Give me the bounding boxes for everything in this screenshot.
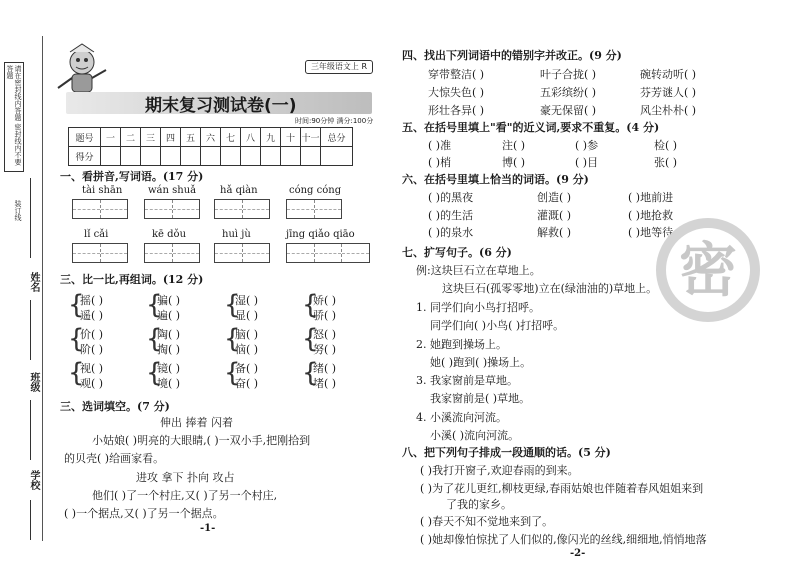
compare-item: 奋( )	[235, 377, 259, 390]
pinyin-label: hǎ qiàn	[220, 185, 258, 196]
score-cell: 十	[281, 128, 301, 147]
fix-item[interactable]: 叶子合拢( )	[540, 68, 597, 81]
compare-item: 骄( )	[313, 309, 337, 322]
synonym-item[interactable]: 博( )	[502, 156, 526, 169]
q8-heading: 八、把下列句子排成一段通顺的话。(5 分)	[402, 446, 611, 459]
score-cell: 题号	[69, 128, 101, 147]
compare-item: 骗( )	[157, 294, 181, 307]
synonym-item[interactable]: ( )目	[575, 156, 599, 169]
brace-icon: {	[302, 324, 319, 354]
page-title: 期末复习测试卷(一)	[145, 96, 297, 116]
expand-answer[interactable]: 小溪( )流向河流。	[430, 429, 520, 442]
fill-item[interactable]: 解救( )	[537, 226, 572, 239]
score-table-score-row	[69, 147, 353, 166]
fix-item[interactable]: 碗转动听( )	[640, 68, 697, 81]
brace-icon: {	[224, 324, 241, 354]
fill-item[interactable]: ( )地抢救	[628, 209, 674, 222]
q6-heading: 六、在括号里填上恰当的词语。(9 分)	[402, 173, 589, 186]
pinyin-label: wán shuǎ	[148, 185, 197, 196]
fill-item[interactable]: ( )地前进	[628, 191, 674, 204]
q7-heading: 七、扩写句子。(6 分)	[402, 246, 512, 259]
compare-item: 绪( )	[313, 362, 337, 375]
synonym-item[interactable]: 检( )	[654, 139, 678, 152]
order-item[interactable]: ( )为了花儿更红,柳枝更绿,春雨姑娘也伴随着春风姐姐来到	[420, 482, 704, 495]
score-cell: 一	[101, 128, 121, 147]
word-bank: 进攻 拿下 扑向 攻占	[136, 471, 235, 484]
compare-item: 恼( )	[235, 343, 259, 356]
score-cell: 十一	[301, 128, 321, 147]
compare-item: 境( )	[157, 377, 181, 390]
fill-item[interactable]: ( )的黑夜	[428, 191, 474, 204]
expand-answer[interactable]: 她( )跑到( )操场上。	[430, 356, 532, 369]
fill-item[interactable]: 创造( )	[537, 191, 572, 204]
fix-item[interactable]: 豪无保留( )	[540, 104, 597, 117]
margin-rule	[30, 500, 31, 540]
word-bank: 伸出 捧着 闪着	[160, 416, 233, 429]
score-input-cell[interactable]	[221, 147, 241, 166]
expand-item: 1. 同学们向小鸟打招呼。	[416, 301, 540, 314]
score-cell: 六	[201, 128, 221, 147]
synonym-item[interactable]: 注( )	[502, 139, 526, 152]
q3-heading: 三、比一比,再组词。(12 分)	[60, 273, 204, 286]
score-input-cell[interactable]	[161, 147, 181, 166]
fill-item[interactable]: ( )的泉水	[428, 226, 474, 239]
grade-tag: 三年级语文上 R	[305, 60, 373, 74]
class-label: 班级	[28, 372, 39, 392]
compare-item: 摇( )	[80, 294, 104, 307]
brace-icon: {	[302, 358, 319, 388]
answer-box[interactable]	[72, 243, 128, 263]
fill-line[interactable]: 他们( )了一个村庄,又( )了另一个村庄,	[92, 489, 278, 502]
binding-margin	[0, 0, 44, 581]
synonym-item[interactable]: ( )参	[575, 139, 599, 152]
brace-icon: {	[68, 324, 85, 354]
answer-box[interactable]	[144, 199, 200, 219]
fix-item[interactable]: 穿带整洁( )	[428, 68, 485, 81]
class-underline	[30, 300, 31, 360]
name-label: 姓名	[28, 272, 39, 292]
brace-icon: {	[146, 290, 163, 320]
brace-icon: {	[146, 324, 163, 354]
compare-item: 镜( )	[157, 362, 181, 375]
fix-item[interactable]: 形壮各异( )	[428, 104, 485, 117]
fill-line[interactable]: 的贝壳( )给画家看。	[64, 452, 165, 465]
brace-icon: {	[224, 290, 241, 320]
compare-item: 遥( )	[80, 309, 104, 322]
synonym-item[interactable]: ( )梢	[428, 156, 452, 169]
fill-item[interactable]: ( )地等待	[628, 226, 674, 239]
answer-box[interactable]	[214, 199, 270, 219]
score-cell: 二	[121, 128, 141, 147]
compare-item: 陶( )	[157, 328, 181, 341]
compare-item: 视( )	[80, 362, 104, 375]
order-item[interactable]: ( )春天不知不觉地来到了。	[420, 515, 554, 528]
pinyin-label: cóng cóng	[289, 185, 342, 196]
seal-watermark-icon: 密	[656, 218, 760, 322]
brace-icon: {	[68, 290, 85, 320]
fix-item[interactable]: 风尘朴朴( )	[640, 104, 697, 117]
score-cell: 得分	[69, 147, 101, 166]
name-underline	[30, 178, 31, 258]
score-input-cell[interactable]	[261, 147, 281, 166]
fill-item[interactable]: 灌溉( )	[537, 209, 572, 222]
fill-item[interactable]: ( )的生活	[428, 209, 474, 222]
answer-box[interactable]	[286, 243, 370, 263]
school-label: 学校	[28, 470, 39, 490]
score-cell: 七	[221, 128, 241, 147]
score-input-cell[interactable]	[201, 147, 221, 166]
compare-item: 怒( )	[313, 328, 337, 341]
fix-item[interactable]: 五彩缤纷( )	[540, 86, 597, 99]
score-input-cell[interactable]	[181, 147, 201, 166]
answer-box[interactable]	[214, 243, 270, 263]
expand-answer[interactable]: 我家窗前是( )草地。	[430, 392, 531, 405]
brace-icon: {	[224, 358, 241, 388]
school-underline	[30, 400, 31, 460]
fill-line[interactable]: ( )一个据点,又( )了另一个据点。	[64, 507, 224, 520]
brace-icon: {	[146, 358, 163, 388]
fill-line[interactable]: 小姑娘( )明亮的大眼睛,( )一双小手,把刚拾到	[92, 434, 311, 447]
page-number: -1-	[200, 523, 216, 534]
score-input-cell[interactable]	[321, 147, 353, 166]
score-table-header-row	[69, 128, 353, 147]
score-cell: 总分	[321, 128, 353, 147]
compare-item: 阶( )	[80, 343, 104, 356]
answer-box[interactable]	[144, 243, 200, 263]
margin-note: 装订线	[14, 200, 22, 221]
example-answer: 这块巨石(孤零零地)立在(绿油油的)草地上。	[442, 282, 658, 295]
margin-note: 请在密封线内答题 密封线内不要答题	[4, 62, 24, 172]
score-input-cell[interactable]	[121, 147, 141, 166]
brace-icon: {	[302, 290, 319, 320]
q1-heading: 一、看拼音,写词语。(17 分)	[60, 170, 204, 183]
compare-item: 掏( )	[157, 343, 181, 356]
score-input-cell[interactable]	[301, 147, 321, 166]
fix-item[interactable]: 大惊失色( )	[428, 86, 485, 99]
synonym-item[interactable]: ( )准	[428, 139, 452, 152]
time-info: 时间:90分钟 满分:100分	[295, 117, 374, 125]
score-input-cell[interactable]	[101, 147, 121, 166]
q3b-heading: 三、选词填空。(7 分)	[60, 400, 170, 413]
score-cell: 三	[141, 128, 161, 147]
order-item[interactable]: ( )她却像怕惊扰了人们似的,像闪光的丝线,细细地,悄悄地落	[420, 533, 707, 546]
brace-icon: {	[68, 358, 85, 388]
q4-heading: 四、找出下列词语中的错别字并改正。(9 分)	[402, 49, 622, 62]
compare-item: 遍( )	[157, 309, 181, 322]
expand-answer[interactable]: 同学们向( )小鸟( )打招呼。	[430, 319, 565, 332]
score-input-cell[interactable]	[241, 147, 261, 166]
score-input-cell[interactable]	[281, 147, 301, 166]
score-input-cell[interactable]	[141, 147, 161, 166]
score-cell: 八	[241, 128, 261, 147]
pinyin-label: kē dǒu	[152, 229, 187, 240]
expand-item: 4. 小溪流向河流。	[416, 411, 507, 424]
score-cell: 九	[261, 128, 281, 147]
fix-item[interactable]: 芬芳谜人( )	[640, 86, 697, 99]
compare-item: 备( )	[235, 362, 259, 375]
example-line: 例:这块巨石立在草地上。	[416, 264, 541, 277]
compare-item: 价( )	[80, 328, 104, 341]
answer-box[interactable]	[286, 199, 342, 219]
expand-item: 2. 她跑到操场上。	[416, 338, 507, 351]
answer-box[interactable]	[72, 199, 128, 219]
score-table	[68, 127, 353, 166]
order-item[interactable]: ( )我打开窗子,欢迎春雨的到来。	[420, 464, 579, 477]
compare-item: 努( )	[313, 343, 337, 356]
seal-line	[42, 36, 43, 541]
compare-item: 湿( )	[235, 294, 259, 307]
compare-item: 脑( )	[235, 328, 259, 341]
pinyin-label: tài shān	[82, 185, 123, 196]
expand-item: 3. 我家窗前是草地。	[416, 374, 518, 387]
pinyin-label: jīng qiǎo qiāo	[286, 229, 355, 240]
q5-heading: 五、在括号里填上"看"的近义词,要求不重复。(4 分)	[402, 121, 660, 134]
synonym-item[interactable]: 张( )	[654, 156, 678, 169]
compare-item: 显( )	[235, 309, 259, 322]
compare-item: 堵( )	[313, 377, 337, 390]
pinyin-label: lǐ cǎi	[84, 229, 109, 240]
order-item-continued: 了我的家乡。	[446, 498, 512, 511]
score-cell: 四	[161, 128, 181, 147]
compare-item: 观( )	[80, 377, 104, 390]
compare-item: 娇( )	[313, 294, 337, 307]
page-number: -2-	[570, 548, 586, 559]
score-cell: 五	[181, 128, 201, 147]
pinyin-label: huì jù	[222, 229, 251, 240]
